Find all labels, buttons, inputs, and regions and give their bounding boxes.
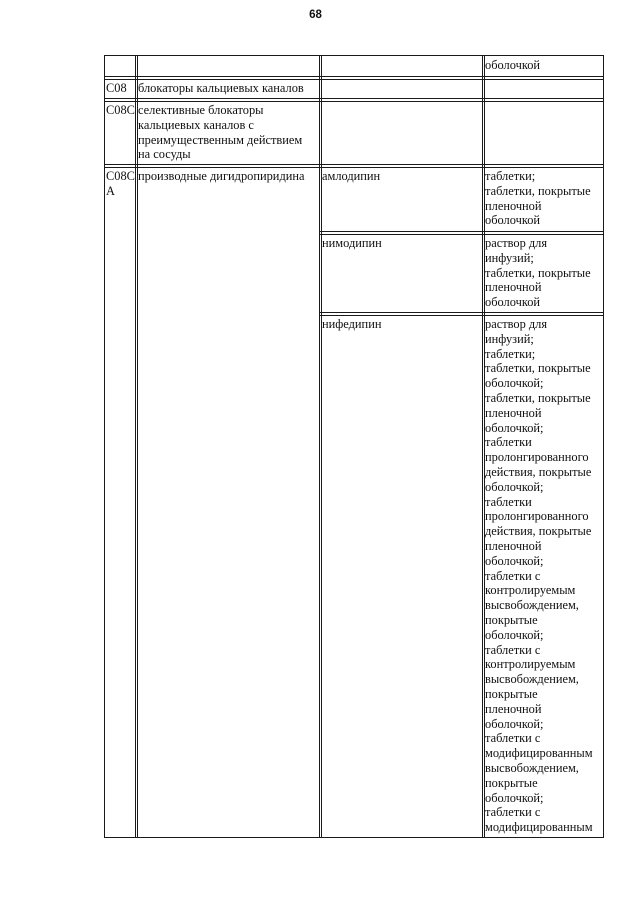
page-number: 68: [309, 9, 322, 21]
table-cell-drug-name: нифедипин: [322, 317, 382, 331]
table-rule: [104, 837, 604, 838]
table-cell-dosage-form: раствор для инфузий; таблетки, покрытые пленочной оболочкой: [485, 236, 591, 310]
table-rule: [482, 55, 483, 838]
table-cell-drug-name: амлодипин: [322, 169, 381, 183]
table-rule: [104, 76, 604, 77]
table-cell-drug-name: нимодипин: [322, 236, 382, 250]
table-rule: [104, 167, 604, 168]
table-cell-dosage-form: раствор для инфузий; таблетки; таблетки, покрытые оболочкой; таблетки, покрытые пленочной оболочкой; таблетки пролонгированного действия, покрытые оболочкой; таблетки пролонгированного действия, покрытые пленочной оболочкой; таблетки с контролируемым высвобождением, покрытые оболочкой; таблетки с контролируемым высвобождением, покрытые пленочной оболочкой; таблетки с модифицированным высвобождением, покрытые оболочкой; таблетки с модифицированным: [485, 317, 593, 835]
table-rule: [319, 315, 604, 316]
table-cell-group-name: селективные блокаторы кальциевых каналов с преимущественным действием на сосуды: [138, 103, 303, 162]
table-rule: [104, 98, 604, 99]
table-cell-atc-code: C08C A: [106, 169, 135, 198]
table-rule: [319, 234, 604, 235]
table-cell-group-name: блокаторы кальциевых каналов: [138, 81, 304, 95]
table-rule: [603, 55, 604, 838]
table-rule: [104, 55, 105, 838]
table-rule: [104, 55, 604, 56]
table-cell-atc-code: C08C: [106, 103, 135, 117]
table-rule: [319, 231, 604, 232]
table-rule: [104, 79, 604, 80]
table-rule: [104, 164, 604, 165]
table-rule: [319, 312, 604, 313]
table-cell-atc-code: C08: [106, 81, 127, 95]
table-rule: [104, 101, 604, 102]
table-cell-group-name: производные дигидропиридина: [138, 169, 305, 183]
table-cell-dosage-form: таблетки; таблетки, покрытые пленочной оболочкой: [485, 169, 591, 228]
table-cell-dosage-form: оболочкой: [485, 58, 541, 72]
